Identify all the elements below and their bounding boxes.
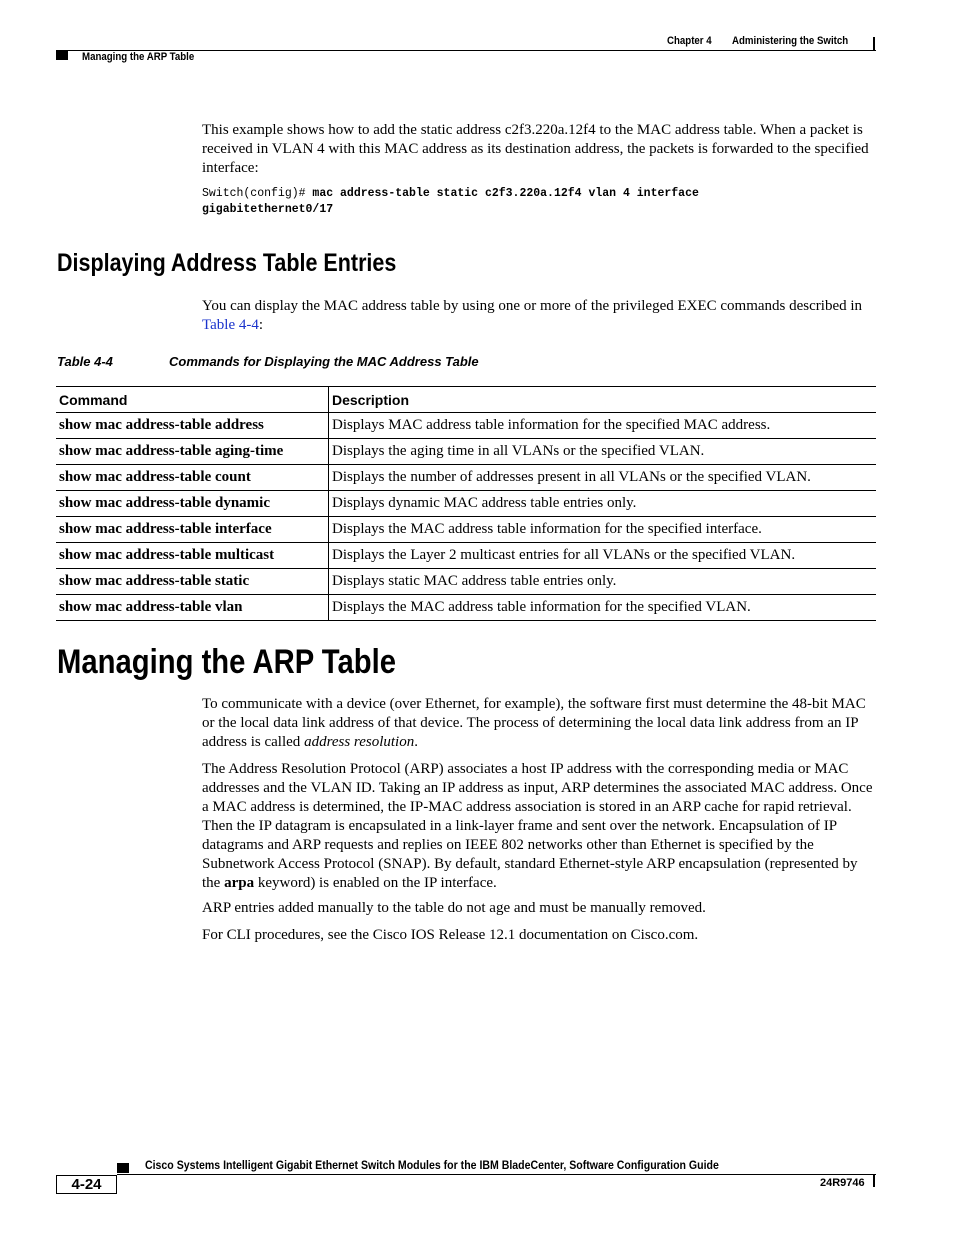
table-cell-description: Displays MAC address table information for the specified MAC address. xyxy=(332,417,771,433)
footer-doc-number: 24R9746 xyxy=(820,1177,865,1189)
arp-p1-end: . xyxy=(414,734,418,750)
table-cell-description: Displays the number of addresses present in all VLANs or the specified VLAN. xyxy=(332,469,811,485)
table-cell-description: Displays the Layer 2 multicast entries for all VLANs or the specified VLAN. xyxy=(332,547,796,563)
table-cell-description: Displays the aging time in all VLANs or the specified VLAN. xyxy=(332,443,705,459)
intro-paragraph: This example shows how to add the static address c2f3.220a.12f4 to the MAC address table. When a packet is received in VLAN 4 with this MAC address as its destination address, the packets is forwarded to the specified interface: xyxy=(202,122,869,176)
arp-p2-text: The Address Resolution Protocol (ARP) associates a host IP address with the corresponding media or MAC addresses and the VLAN ID. Taking an IP address as input, ARP determines the associated MAC address. Once a MAC address is determined, the IP-MAC address association is stored in an ARP cache for rapid retrieval. Then the IP datagram is encapsulated in a link-layer frame and sent over the network. Encapsulation of IP datagrams and ARP requests and replies on IEEE 802 networks other than Ethernet is specified by the Subnetwork Access Protocol (SNAP). By default, standard Ethernet-style ARP encapsulation (represented by the xyxy=(202,761,873,891)
header-block xyxy=(56,51,68,60)
table-row xyxy=(56,491,876,517)
table-cell-command: show mac address-table multicast xyxy=(56,543,329,569)
arp-paragraph-1 xyxy=(202,695,874,752)
table-header-row xyxy=(56,387,876,413)
table-caption-title: Commands for Displaying the MAC Address Table xyxy=(169,354,479,369)
table-caption xyxy=(57,354,479,369)
table-cell-description: Displays the MAC address table information for the specified VLAN. xyxy=(332,599,751,615)
footer-page-number: 4-24 xyxy=(56,1175,117,1194)
table-row xyxy=(56,517,876,543)
table-caption-number: Table 4-4 xyxy=(57,354,113,369)
table-cell-command: show mac address-table aging-time xyxy=(56,439,329,465)
display-text: You can display the MAC address table by using one or more of the privileged EXEC commands described in xyxy=(202,298,863,314)
column-header-command: Command xyxy=(56,387,329,413)
footer-block xyxy=(117,1163,129,1173)
table-row xyxy=(56,439,876,465)
table-row xyxy=(56,465,876,491)
column-header-description: Description xyxy=(332,391,410,408)
table-cell-command: show mac address-table static xyxy=(56,569,329,595)
display-paragraph xyxy=(202,297,874,335)
arp-p1-italic: address resolution xyxy=(304,734,415,750)
header-chapter: Chapter 4 xyxy=(667,35,712,47)
table-row xyxy=(56,543,876,569)
code-example xyxy=(202,186,699,218)
table-row xyxy=(56,569,876,595)
table-cell-command: show mac address-table vlan xyxy=(56,595,329,621)
header-bar xyxy=(873,37,875,51)
code-prompt: Switch(config)# xyxy=(202,187,313,200)
table-cell-command: show mac address-table count xyxy=(56,465,329,491)
arp-paragraph-2 xyxy=(202,760,874,893)
footer-bar xyxy=(873,1175,875,1187)
arp-paragraph-4: For CLI procedures, see the Cisco IOS Release 12.1 documentation on Cisco.com. xyxy=(202,927,699,943)
table-cell-command: show mac address-table address xyxy=(56,413,329,439)
arp-p1-text: To communicate with a device (over Ethernet, for example), the software first must determine the 48-bit MAC or the local data link address of that device. The process of determining the local data link address from an IP address is called xyxy=(202,696,866,750)
table-row xyxy=(56,413,876,439)
footer-guide-title: Cisco Systems Intelligent Gigabit Ethernet Switch Modules for the IBM BladeCenter, Software Configuration Guide xyxy=(145,1158,719,1172)
arp-paragraph-3: ARP entries added manually to the table do not age and must be manually removed. xyxy=(202,900,706,916)
table-cell-description: Displays static MAC address table entries only. xyxy=(332,573,617,589)
section-heading-display: Displaying Address Table Entries xyxy=(57,249,397,277)
header-section: Managing the ARP Table xyxy=(82,51,195,63)
table-cell-command: show mac address-table interface xyxy=(56,517,329,543)
code-command-line2: gigabitethernet0/17 xyxy=(202,203,334,216)
mac-commands-table xyxy=(56,386,876,621)
table-cell-description: Displays dynamic MAC address table entries only. xyxy=(332,495,637,511)
arp-p2-bold: arpa xyxy=(224,875,255,891)
header-chapter-title: Administering the Switch xyxy=(732,35,849,47)
code-command-line1: mac address-table static c2f3.220a.12f4 vlan 4 interface xyxy=(312,187,699,200)
table-link[interactable]: Table 4-4 xyxy=(202,317,259,333)
table-cell-command: show mac address-table dynamic xyxy=(56,491,329,517)
section-heading-arp: Managing the ARP Table xyxy=(57,643,397,681)
arp-p2-end: keyword) is enabled on the IP interface. xyxy=(254,875,497,891)
display-text-end: : xyxy=(258,317,264,333)
footer-rule xyxy=(117,1174,876,1175)
table-cell-description: Displays the MAC address table information for the specified interface. xyxy=(332,521,762,537)
table-row xyxy=(56,595,876,621)
